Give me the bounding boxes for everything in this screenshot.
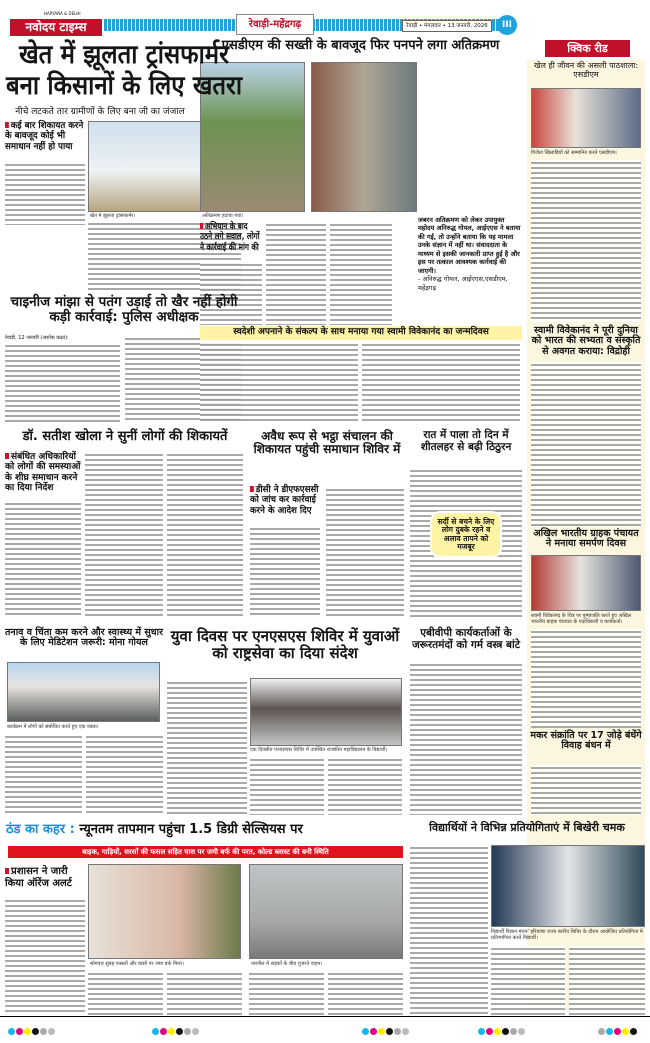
nss-headline: युवा दिवस पर एनएसएस शिविर में युवाओं को राष्ट्रसेवा का दिया संदेश xyxy=(170,627,400,662)
encroach-photo-2 xyxy=(311,62,417,212)
article-body-text xyxy=(531,160,641,322)
quote-by: - अनिरुद्ध गोयल, आईएएस,एसडीएम, महेंद्रगढ़ xyxy=(418,275,508,292)
page-number: III xyxy=(497,15,517,35)
lead-side-head: कई बार शिकायत करने के बावजूद कोई भी समाधान नहीं हो पाया xyxy=(5,121,84,152)
article-body-text xyxy=(410,845,488,1015)
logo-tag: HARYANA & DELHI xyxy=(44,11,81,16)
quick-story2-headline: स्वामी विवेकानंद ने पूरी दुनिया को भारत की सभ्यता व संस्कृति से अवगत कराया: विद्रोही xyxy=(531,325,641,357)
quick-story1-caption: विजेता खिलाड़ियों को सम्मानित करते एसडीएम। xyxy=(531,150,617,156)
students-photo xyxy=(491,845,645,927)
swadeshi-headline: स्वदेशी अपनाने के संकल्प के साथ मनाया गया स्वामी विवेकानंद का जन्मदिवस xyxy=(200,326,522,340)
encroach-caption: अतिक्रमण हटाया गया। xyxy=(202,213,244,219)
satish-side-head: संबंधित अधिकारियों को लोगों की समस्याओं के शीघ्र समाधान करने का दिया निर्देश xyxy=(5,452,81,494)
abvp-headline: एबीवीपी कार्यकर्ताओं के जरूरतमंदों को गर्म वस्त्र बांटे xyxy=(411,627,521,651)
article-body-text xyxy=(200,342,358,422)
article-body-text xyxy=(250,757,324,815)
cold-headline: रात में पाला तो दिन में शीतलहर से बढ़ी ठिठुरन xyxy=(420,429,512,453)
article-body-text xyxy=(167,452,243,618)
article-body-text xyxy=(249,971,324,1015)
kite-dateline: रेवाड़ी, 12 जनवरी (अशोक कक्षा): xyxy=(5,335,69,341)
encroach-headline: एसडीएम की सख्ती के बावजूद फिर पनपने लगा अतिक्रमण xyxy=(221,38,500,53)
frost-caption2: नारनौल में सड़कों के बीच गुजरते वाहन। xyxy=(251,961,323,967)
article-body-text xyxy=(328,757,402,815)
lead-headline: खेत में झूलता ट्रांसफार्मर बना किसानों के लिए खतरा xyxy=(5,40,243,102)
quick-story3-photo xyxy=(531,555,641,611)
kite-headline: चाइनीज मांझा से पतंग उड़ाई तो खैर नहीं होगी कड़ी कार्रवाई: पुलिस अधीक्षक xyxy=(10,294,238,325)
satish-headline: डॉ. सतीश खोला ने सुनीं लोगों की शिकायतें xyxy=(22,429,228,444)
article-body-text xyxy=(5,501,81,618)
quick-story3-caption: स्वामी विवेकानंद के चित्र पर पुष्पांजलि करते हुए अखिल भारतीय ग्राहक पंचायत के पदाधिकारी व कार्यकर्ता। xyxy=(531,613,632,625)
edition-tab: रेवाड़ी-महेंद्रगढ़ xyxy=(236,14,314,35)
quick-story3-headline: अखिल भारतीय ग्राहक पंचायत ने मनाया समर्पण दिवस xyxy=(533,528,639,550)
article-body-text xyxy=(167,971,242,1015)
article-body-text xyxy=(328,971,403,1015)
article-body-text xyxy=(531,629,641,728)
quick-read-title: क्विक रीड xyxy=(545,40,630,57)
kiln-headline: अवैध रूप से भट्ठा संचालन की शिकायत पहुंची समाधान शिविर में xyxy=(253,429,401,457)
article-body-text xyxy=(266,222,326,325)
frost-kicker: ठंड का कहर : xyxy=(6,822,75,837)
lead-caption: खेत मे झूलता ट्रांसफार्मर। xyxy=(90,213,136,219)
frost-side-head: प्रशासन ने जारी किया ऑरेंज अलर्ट xyxy=(5,866,85,889)
registration-bar xyxy=(0,1016,650,1028)
article-body-text xyxy=(167,680,247,815)
frost-headline xyxy=(6,822,404,838)
article-body-text xyxy=(86,734,163,815)
encroach-side-head: अभियान के बाद उठने लगे सवाल, लोगों ने कार्रवाई की मांग की xyxy=(200,222,262,253)
article-body-text xyxy=(5,343,120,422)
frost-title: न्यूनतम तापमान पहुंचा 1.5 डिग्री सेल्सियस पर xyxy=(79,822,303,837)
article-body-text xyxy=(531,765,641,815)
students-headline: विद्यार्थियों ने विभिन्न प्रतियोगिताएं में बिखेरी चमक xyxy=(429,821,625,834)
quick-story1-photo xyxy=(531,88,641,148)
article-body-text xyxy=(5,162,85,225)
article-body-text xyxy=(531,362,641,527)
article-body-text xyxy=(326,487,404,618)
quick-story1-headline: खेल ही जीवन की असली पाठशाला: एसडीएम xyxy=(533,61,639,79)
logo: नवोदय टाइम्स xyxy=(10,19,102,36)
frost-strap: बाइक, गाड़ियों, सरसों की फसल सहित घास पर जमी बर्फ की परत, कोल्ड ब्लास्ट की बनी स्थिति xyxy=(8,846,403,858)
masthead xyxy=(4,11,644,36)
article-body-text xyxy=(5,734,82,815)
article-body-text xyxy=(410,662,522,815)
article-body-text xyxy=(491,946,565,1015)
frost-photo-road xyxy=(249,864,403,959)
nss-photo xyxy=(250,678,402,746)
frost-caption1: सोमवार सुबह फसलों और घासों पर जमा बर्फ मिला। xyxy=(90,961,184,967)
article-body-text xyxy=(88,971,163,1015)
kiln-side-head: डीसी ने डीएफएससी को जांच कर कार्रवाई करने के आदेश दिए xyxy=(250,485,319,516)
article-body-text xyxy=(85,452,163,618)
article-body-text xyxy=(250,526,320,618)
lead-subhead: नीचे लटकते तार ग्रामीणों के लिए बना जी का जंजाल xyxy=(15,107,185,117)
frost-photo-hand xyxy=(88,864,241,959)
encroach-quote xyxy=(418,216,521,292)
meditation-photo xyxy=(7,662,160,722)
article-body-text xyxy=(5,898,85,1013)
meditation-headline: तनाव व चिंता कम करने और स्वास्थ्य में सुधार के लिए मेडिटेशन जरूरी: मोना गोयल xyxy=(5,627,163,649)
quick-story4-headline: मकर संक्रांति पर 17 जोड़े बंधेंगे विवाह बंधन में xyxy=(530,730,642,752)
article-body-text xyxy=(362,342,520,422)
quote-text: जबरन अतिक्रमण को लेकर उपायुक्त महोदय अनिरुद्ध गोयल, आईएएस ने बताया की गई, तो उन्होंने बताया कि यह मामला उनके संज्ञान में नहीं था। संवाददाता के माध्यम से इसकी जानकारी प्राप्त हुई है और इस पर तत्काल आवश्यक कार्रवाई की जाएगी। xyxy=(418,216,521,275)
nss-caption: एक दिवसीय एनएसएस शिविर में उपस्थित राजकीय महाविद्यालय के विद्यार्थी। xyxy=(250,747,388,753)
students-caption: विद्यार्थी विज्ञान मंथन' हरियाणा राज्य स्तरीय शिविर के दौरान आयोजित प्रतियोगिता में प्रतिभागिता करते विद्यार्थी। xyxy=(491,929,643,941)
article-body-text xyxy=(569,946,645,1015)
date-line: रेवाड़ी • मंगलवार • 13 जनवरी, 2026 xyxy=(402,20,492,32)
meditation-caption: कार्यक्रम में लोगों को संबोधित करते हुए एक वक्ता। xyxy=(7,724,99,730)
article-body-text xyxy=(330,222,392,325)
cold-callout: सर्दी से बचने के लिए लोग दुबके रहने व अलाव तापने को मजबूर xyxy=(432,513,500,556)
